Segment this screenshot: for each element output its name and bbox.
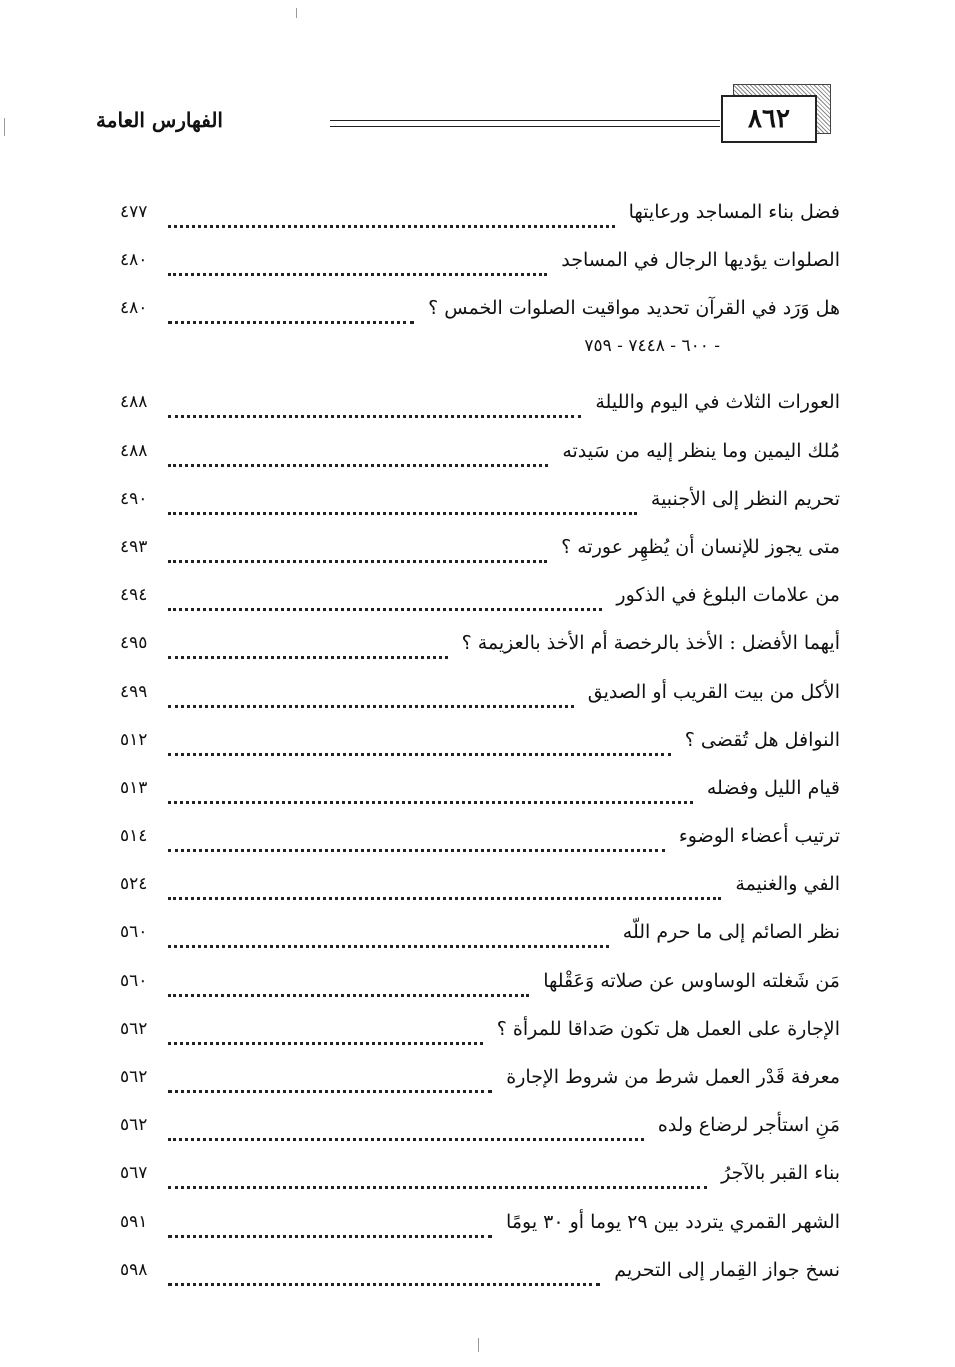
entry-title: الصلوات يؤديها الرجال في المساجد bbox=[561, 249, 840, 272]
dot-leader bbox=[168, 678, 574, 708]
index-entry bbox=[120, 238, 840, 286]
dot-leader bbox=[168, 246, 547, 276]
dot-leader bbox=[168, 629, 448, 659]
index-entry bbox=[120, 1200, 840, 1248]
dot-leader bbox=[168, 774, 693, 804]
dot-leader bbox=[168, 1256, 600, 1286]
index-entry bbox=[120, 910, 840, 958]
index-entry bbox=[120, 862, 840, 910]
index-entry bbox=[120, 670, 840, 718]
dot-leader bbox=[168, 822, 665, 852]
entry-title: الأكل من بيت القريب أو الصديق bbox=[587, 680, 840, 703]
index-entry bbox=[120, 1248, 840, 1296]
entry-title: من علامات البلوغ في الذكور bbox=[616, 584, 840, 607]
index-entry bbox=[120, 429, 840, 477]
entry-page-number: ٥٦٢ bbox=[120, 1115, 148, 1136]
entry-title: هل وَرَد في القرآن تحديد مواقيت الصلوات الخمس ؟ bbox=[428, 297, 840, 320]
dot-leader bbox=[168, 485, 637, 515]
dot-leader bbox=[168, 1208, 492, 1238]
entry-title: الشهر القمري يتردد بين ٢٩ يوما أو ٣٠ يومًا bbox=[506, 1210, 840, 1233]
index-entry bbox=[120, 573, 840, 621]
entry-title: ترتيب أعضاء الوضوء bbox=[678, 825, 840, 848]
index-entry bbox=[120, 286, 840, 380]
index-entry bbox=[120, 477, 840, 525]
entry-page-number: ٥٦٠ bbox=[120, 922, 148, 943]
dot-leader bbox=[168, 870, 721, 900]
dot-leader bbox=[168, 1063, 492, 1093]
index-entry bbox=[120, 190, 840, 238]
entry-title: بناء القبر بالآجرُ bbox=[721, 1162, 840, 1185]
entry-page-number: ٤٩٥ bbox=[120, 633, 148, 654]
entry-title: العورات الثلاث في اليوم والليلة bbox=[595, 391, 840, 414]
entry-page-number: ٤٨٠ bbox=[120, 298, 148, 319]
index-entry bbox=[120, 1007, 840, 1055]
dot-leader bbox=[168, 437, 548, 467]
index-entry bbox=[120, 959, 840, 1007]
entry-page-number: ٥١٣ bbox=[120, 777, 148, 798]
entry-title: نظر الصائم إلى ما حرم اللّه bbox=[622, 921, 840, 944]
index-entry bbox=[120, 766, 840, 814]
header-rule bbox=[330, 120, 720, 127]
entry-page-number: ٤٩٣ bbox=[120, 536, 148, 557]
dot-leader bbox=[168, 198, 615, 228]
dot-leader bbox=[168, 726, 671, 756]
dot-leader bbox=[168, 1111, 644, 1141]
dot-leader bbox=[168, 581, 602, 611]
entry-page-number: ٤٧٧ bbox=[120, 202, 148, 222]
dot-leader bbox=[168, 1159, 707, 1189]
dot-leader bbox=[168, 388, 581, 418]
entry-title: مَنِ استأجر لرضاع ولده bbox=[657, 1114, 840, 1137]
dot-leader bbox=[168, 967, 529, 997]
entry-page-number: ٥٦٧ bbox=[120, 1163, 148, 1184]
entry-title: قيام الليل وفضله bbox=[706, 776, 840, 799]
entry-title: الإجارة على العمل هل تكون صَداقا للمرأة ؟ bbox=[496, 1017, 840, 1040]
entry-page-number: ٤٩٤ bbox=[120, 585, 148, 606]
entry-title: مَن شَغلته الوساوس عن صلاته وَعَقْلها bbox=[543, 969, 840, 992]
entry-subline: - ٦٠٠ - ٧٤٤٨ - ٧٥٩ bbox=[584, 336, 720, 357]
index-entry bbox=[120, 380, 840, 428]
dot-leader bbox=[168, 294, 414, 324]
index-entry bbox=[120, 1055, 840, 1103]
entry-title: مُلك اليمين وما ينظر إليه من سَيدته bbox=[562, 439, 840, 462]
dot-leader bbox=[168, 533, 547, 563]
dot-leader bbox=[168, 1015, 483, 1045]
entry-title: الفي والغنيمة bbox=[735, 873, 840, 896]
index-entry bbox=[120, 814, 840, 862]
entry-title: أيهما الأفضل : الأخذ بالرخصة أم الأخذ بالعزيمة ؟ bbox=[461, 632, 840, 655]
entry-page-number: ٥٩٨ bbox=[120, 1259, 148, 1280]
entry-page-number: ٥١٤ bbox=[120, 826, 148, 847]
entry-page-number: ٥٦٢ bbox=[120, 1067, 148, 1087]
margin-tick-top bbox=[296, 8, 297, 18]
running-title: الفهارس العامة bbox=[96, 108, 223, 132]
margin-tick-bottom bbox=[478, 1338, 479, 1352]
margin-tick-left bbox=[4, 118, 5, 136]
entry-title: تحريم النظر إلى الأجنبية bbox=[650, 487, 840, 510]
entry-title: معرفة قَدْر العمل شرط من شروط الإجارة bbox=[506, 1066, 840, 1088]
entry-page-number: ٤٩٠ bbox=[120, 488, 148, 509]
page-number: ٨٦٢ bbox=[721, 95, 817, 143]
entry-page-number: ٥٩١ bbox=[120, 1211, 148, 1232]
entry-title: فضل بناء المساجد ورعايتها bbox=[628, 201, 840, 223]
index-entry bbox=[120, 1151, 840, 1199]
index-entry bbox=[120, 621, 840, 669]
entry-page-number: ٤٨٨ bbox=[120, 392, 148, 413]
entry-page-number: ٥٦٢ bbox=[120, 1018, 148, 1039]
entry-title: متى يجوز للإنسان أن يُظهِر عورته ؟ bbox=[561, 535, 840, 558]
dot-leader bbox=[168, 918, 609, 948]
index-entries bbox=[120, 190, 840, 1296]
index-entry bbox=[120, 1103, 840, 1151]
entry-page-number: ٥٦٠ bbox=[120, 970, 148, 991]
entry-page-number: ٥٢٤ bbox=[120, 874, 148, 895]
index-entry bbox=[120, 718, 840, 766]
entry-page-number: ٤٩٩ bbox=[120, 681, 148, 702]
index-entry bbox=[120, 525, 840, 573]
entry-title: نسخ جواز القِمار إلى التحريم bbox=[614, 1258, 840, 1281]
entry-page-number: ٤٨٠ bbox=[120, 250, 148, 271]
entry-title: النوافل هل تُقضى ؟ bbox=[684, 728, 840, 751]
entry-page-number: ٤٨٨ bbox=[120, 440, 148, 461]
entry-page-number: ٥١٢ bbox=[120, 729, 148, 750]
